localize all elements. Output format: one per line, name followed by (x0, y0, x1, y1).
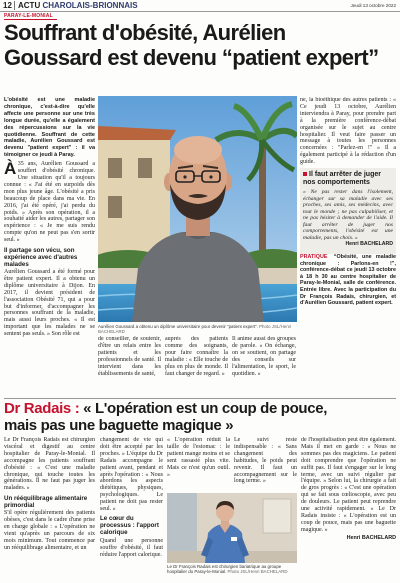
photo-dr-radais (167, 493, 297, 563)
photo-caption (167, 564, 297, 579)
photo-caption (98, 324, 297, 334)
headline-prefix: Dr Radais : (4, 400, 80, 417)
photo-aurelien-goussard (98, 96, 297, 322)
issue-date: Jeudi 13 octobre 2022 (350, 3, 396, 8)
byline: Henri BACHELARD (346, 534, 396, 541)
headline-text: « L'opération est un coup de pouce, (83, 400, 328, 417)
article-divider (4, 398, 396, 399)
quote-box-heading-text: Il faut arrêter de juger nos comportements (303, 171, 381, 186)
article1-paragraph: auprès des patients comme des soignants, pour faire connaître la maladie : « Elle touche de plus en plus de monde. Il faut changer de regard. » (165, 336, 228, 377)
headline-line: Souffrant d'obésité, Aurélien (4, 20, 286, 45)
article2-paragraph: Le suivi reste indispensable : « Sans changement des habitudes, le poids peut revenir. Il faut un accompagnement sur le long terme. » (234, 437, 297, 485)
quote-box (300, 168, 396, 254)
byline: Henri BACHELARD (345, 241, 393, 247)
photo-credit: Photo JSL/Henri BACHELARD (227, 569, 288, 574)
caption-text: Le Dr François Radais est chirurgien bariatrique au groupe hospitalier du Paray-le-Monial. (167, 564, 282, 574)
practical-text: “Obésité, une maladie chronique : Parlons-en !”, conférence-débat ce jeudi 13 octobre à 18 h 30 au centre hospitalier de Paray-le-Monial, salle de conférence. Entrée libre. Avec la participation du Dr François Radais, chirurgien, et d'Aurélien Goussard, patient expert. (300, 254, 396, 307)
quote-box-heading (303, 171, 393, 187)
quote-box-text: « Ne pas rester dans l'isolement, échanger sur sa maladie avec ses proches, ses amis, ses médecins, avec tout le monde ; ne pas culpabiliser, et ne pas hésiter à demander de l'aide. Il faut arrêter de juger nos comportements, l'obésité est une maladie, pas un choix. » (303, 189, 393, 241)
article1-intro: L'obésité est une maladie chronique, c'est-à-dire qu'elle affecte une personne sur une très longue durée, qu'elle a également des répercussions sur la vie quotidienne. Souffrant de cette maladie, Aurélien Goussard est devenu "patient expert" : il va témoigner ce jeudi à Paray. (4, 97, 95, 159)
article1-paragraph: de conseiller, de soutenir, d'être un relais entre les patients et les professionnels de santé. Il intervient dans les établissements de santé, (98, 336, 161, 377)
article2-column (100, 437, 163, 578)
article2-paragraph: S'il opère régulièrement des patients obèses, c'est dans le cadre d'une prise en charge globale : « L'opération ne vient qu'après un parcours de six mois minimum. Tout commence par un rééquilibrage alimentaire, et un (4, 510, 95, 551)
article1-left-column (4, 97, 95, 395)
red-square-icon (303, 172, 307, 176)
article2-headline (4, 401, 398, 434)
photo-image (98, 96, 297, 322)
article2-column (167, 437, 230, 491)
article1-right-column (300, 97, 396, 165)
photo-credit: Photo JSL/Henri BACHELARD (98, 324, 292, 334)
headline-line: mais pas une baguette magique » (4, 416, 234, 434)
article1-paragraph: Aurélien Goussard a été formé pour être patient expert. Il a obtenu un diplôme universitaire à Dijon. En 2017, il devient président de l'association Obésité 71, qui a pour but d'informer, d'accompagner les personnes souffrant de la maladie, mais aussi leurs proches. « Il est important que les malades ne se sentent pas seuls. » Son rôle est (4, 269, 95, 338)
headline-line (4, 401, 398, 418)
article1-subhead: Il partage son vécu, son expérience avec d'autres malades (4, 246, 78, 268)
article2-paragraph: de l'hospitalisation peut être également. Mais il met en garde : « Nous ne sommes pas des magiciens. Le patient doit comprendre que l'opération ne suffit pas. Il faut s'engager sur le long terme, avec un suivi régulier par l'équipe. » Selon lui, la chirurgie a fait de gros progrès : « C'est une opération qui se fait sous cœlioscopie, avec peu de douleurs. Le patient peut reprendre une activité rapidement. » Le Dr Radais insiste : « L'opération est un coup de pouce, mais pas une baguette magique. » (301, 437, 396, 533)
practical-label: PRATIQUE (300, 254, 328, 260)
article2-paragraph: Quand une personne souffre d'obésité, il faut réduire l'apport calorique. (100, 537, 163, 558)
headline-line: Goussard est devenu “patient expert” (4, 45, 379, 70)
practical-info (300, 254, 396, 322)
section-label: ACTU (18, 1, 41, 10)
photo-image (167, 493, 297, 563)
article2-subhead: Le cœur du processus : l'apport calorique (100, 515, 159, 537)
article1-headline (4, 20, 398, 70)
article1-paragraph: Il anime aussi des groupes de parole. « On échange, on se soutient, on partage des conseils sur l'alimentation, le sport, le quotidien. » (232, 336, 296, 377)
section-title (18, 1, 138, 10)
article2-column (4, 437, 95, 578)
article2-paragraph: Le Dr François Radais est chirurgien viscéral et digestif au centre hospitalier de Paray-le-Monial. Il accompagne les patients souffrant d'obésité : « C'est une maladie chronique, qui touche toutes les générations. Il ne faut pas juger les malades. » (4, 437, 95, 492)
page-number: 12 (3, 1, 12, 10)
header-divider (14, 1, 15, 10)
article1-column (98, 336, 161, 395)
article2-column (234, 437, 297, 491)
article1-paragraph: À35 ans, Aurélien Goussard a souffert d'obésité chronique. Une situation qu'il a toujours connue : « J'ai été en surpoids dès mon plus jeune âge. L'obésité a pris beaucoup de place dans ma vie. En 2016, j'ai été opéré, j'ai perdu du poids. » Après son opération, il a souhaité aider les autres, partager son expérience : « Je me suis rendu compte qu'on ne peut pas s'en sortir seul. » (4, 159, 95, 244)
article2-subhead: Un rééquilibrage alimentaire primordial (4, 494, 88, 509)
article2-paragraph: « L'opération réduit la taille de l'estomac : le patient mange moins et se sent rassasié plus vite. Mais ce n'est qu'un outil. » (167, 437, 230, 478)
article2-paragraph: changement de vie qui doit être accepté par les proches. » L'équipe du Dr Radais accompagne le patient avant, pendant et après l'opération : « Nous abordons les aspects diététiques, physiques, psychologiques. Le patient ne doit pas rester seul. » (100, 437, 163, 513)
article1-paragraph: ne, la bioéthique des autres patients : « Ce jeudi 13 octobre, Aurélien interviendra à Paray, pour prendre part à la première conférence-débat organisée sur le sujet au centre hospitalier. Il veut faire passer un message à toutes les personnes concernées : "Parlez-en !" » Il a également participé à la rédaction d'un guide. (300, 97, 396, 165)
caption-text: Aurélien Goussard a obtenu un diplôme universitaire pour devenir “patient expert”. (98, 324, 258, 329)
location-tag: PARAY-LE-MONIAL (4, 13, 57, 20)
article1-column (165, 336, 228, 395)
section-region: CHAROLAIS-BRIONNAIS (42, 1, 138, 10)
article2-right-column (301, 437, 396, 578)
page-header (0, 0, 400, 12)
article1-column (232, 336, 296, 395)
